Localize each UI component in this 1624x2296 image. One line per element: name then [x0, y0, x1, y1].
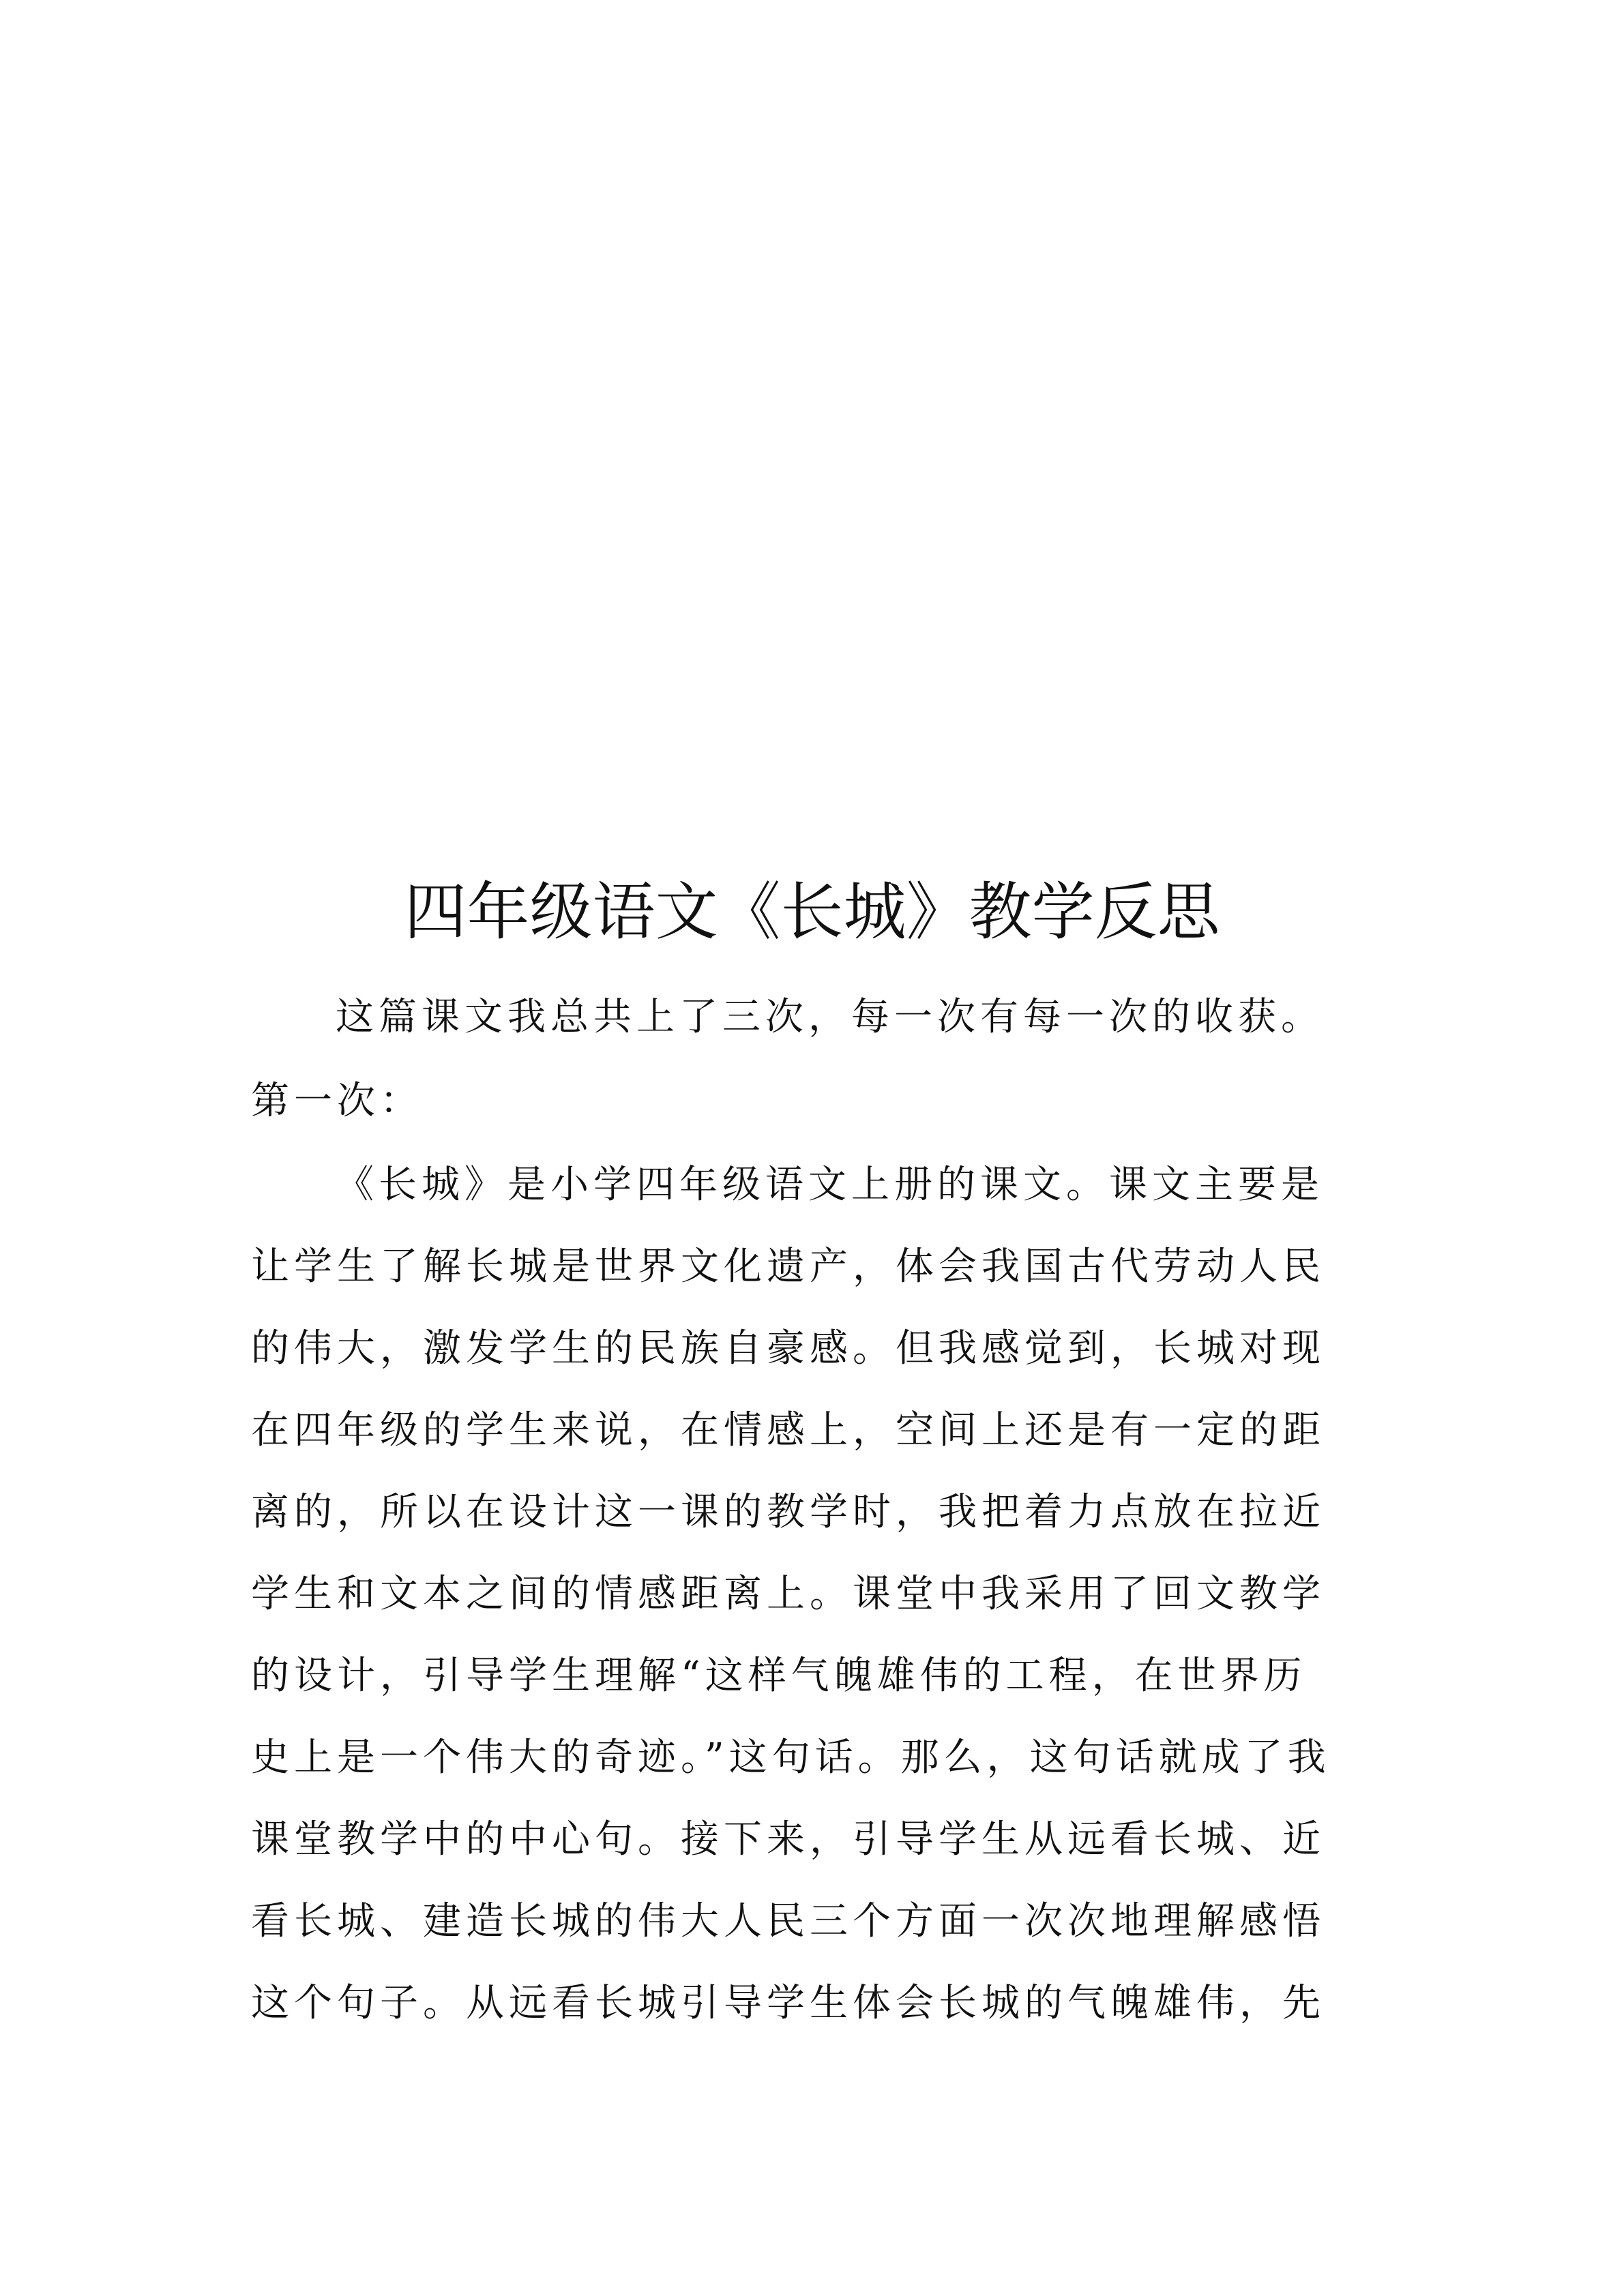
body-line-9: 的设计，引导学生理解“这样气魄雄伟的工程，在世界历 [251, 1654, 1307, 1698]
body-line-6: 在四年级的学生来说，在情感上，空间上还是有一定的距 [251, 1408, 1325, 1452]
document-title: 四年级语文《长城》教学反思 [404, 876, 1220, 949]
body-line-8: 学生和文本之间的情感距离上。课堂中我采用了回文教学 [251, 1572, 1325, 1616]
body-line-2: 第一次： [251, 1079, 423, 1123]
body-line-4: 让学生了解长城是世界文化遗产，体会我国古代劳动人民 [251, 1244, 1325, 1289]
body-line-5: 的伟大，激发学生的民族自豪感。但我感觉到，长城对现 [251, 1326, 1325, 1371]
body-line-10: 史上是一个伟大的奇迹。”这句话。那么，这句话就成了我 [251, 1735, 1331, 1780]
body-line-1: 这篇课文我总共上了三次，每一次有每一次的收获。 [336, 995, 1324, 1039]
body-line-7: 离的，所以在设计这一课的教学时，我把着力点放在拉近 [251, 1490, 1325, 1534]
body-line-11: 课堂教学中的中心句。接下来，引导学生从远看长城、近 [251, 1817, 1325, 1862]
body-line-3: 《长城》是小学四年级语文上册的课文。课文主要是 [336, 1163, 1324, 1207]
body-line-13: 这个句子。从远看长城引导学生体会长城的气魄雄伟，先 [251, 1981, 1325, 2025]
body-line-12: 看长城、建造长城的伟大人民三个方面一次次地理解感悟 [251, 1899, 1325, 1943]
